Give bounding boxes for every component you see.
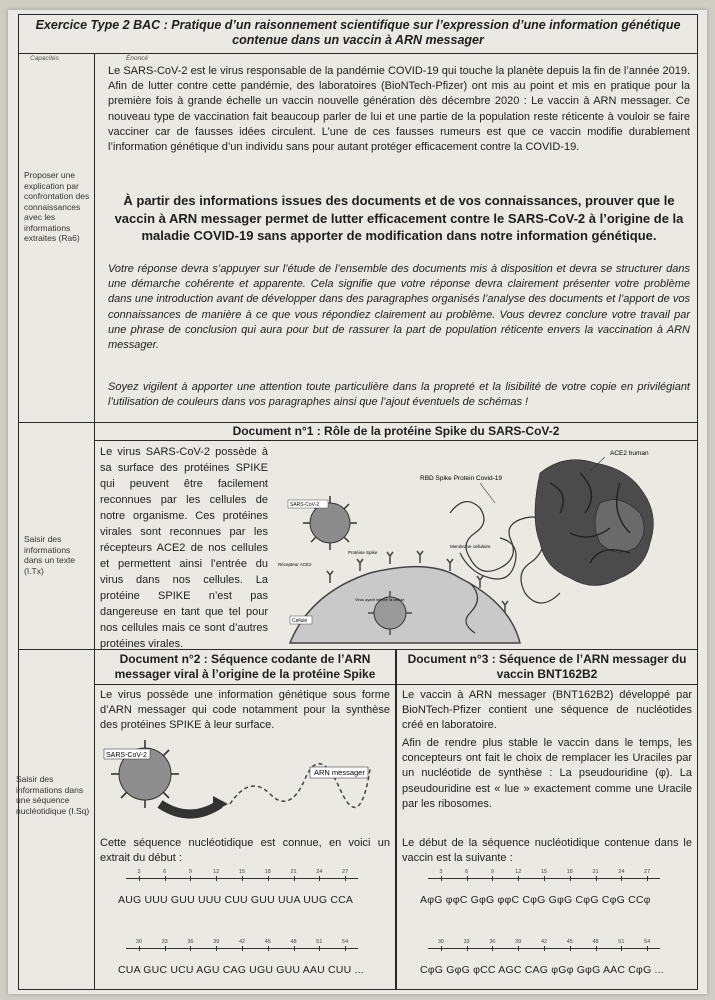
ruler-tick	[518, 876, 519, 881]
doc2-doc3-title-divider	[94, 684, 698, 685]
exam-sheet	[8, 10, 707, 994]
doc2-divider-left	[18, 649, 95, 650]
ruler-tick	[345, 876, 346, 881]
doc3-ruler2	[428, 940, 660, 952]
capacity-isq: Saisir des informations dans une séquence nucléotidique (I.Sq)	[16, 774, 90, 816]
ruler-number: 6	[465, 869, 469, 875]
ruler-number: 21	[592, 869, 599, 875]
ruler-tick	[139, 876, 140, 881]
ruler-number: 33	[463, 939, 470, 945]
ruler-number: 18	[264, 869, 271, 875]
ruler-number: 24	[618, 869, 625, 875]
doc3-seq2: CφG GφG φCC AGC CAG φGφ GφG AAC CφG ...	[420, 964, 664, 976]
ruler-number: 39	[213, 939, 220, 945]
doc1-title: Document n°1 : Rôle de la protéine Spike du SARS-CoV-2	[232, 424, 560, 438]
intro-paragraph: Le SARS-CoV-2 est le virus responsable de la pandémie COVID-19 qui touche la planète depuis la fin de l’année 2019. Afin de lutter contre cette pandémie, des laboratoires (BioNTech-Pfizer) ont mis au point et mis en pratique pour la première fois à grande échelle un vaccin nouvelle génération dès décembre 2020 : Le vaccin à ARN messager. Ce nouveau type de vaccination fait beaucoup parler de lui et une partie de la population reste réticente à vouloir se faire vacciner car de fausses idées circulent. L’une de ces fausses rumeurs est que ce vaccin modifie durablement l’information génétique d’un individu sans pour autant protéger efficacement contre la COVID-19.	[108, 65, 690, 154]
doc1-text: Le virus SARS-CoV-2 possède à sa surface des protéines SPIKE qui peuvent être facilement reconnues par les cellules de notre organisme. Ces protéines virales sont reconnues par les récepteurs ACE2 de nos cellules et permettent ainsi l’entrée du virus dans nos cellules. La protéine SPIKE n’est pas dangereuse en tant que tel pour nos cellules mais ce sont d’autres protéines virales.	[100, 446, 268, 650]
fig-sars-label: SARS-CoV-2	[290, 502, 320, 508]
fig-cell-label: Cellule	[292, 618, 308, 624]
ruler-tick	[544, 946, 545, 951]
spike-ace2-figure	[270, 443, 696, 649]
ruler-number: 36	[489, 939, 496, 945]
ruler-number: 42	[540, 939, 548, 945]
doc2-title: Document n°2 : Séquence codante de l’ARN messager viral à l’origine de la protéine Spike	[114, 652, 376, 681]
ruler-number: 30	[135, 939, 142, 945]
ruler-number: 48	[592, 939, 599, 945]
viral-rna-figure	[100, 734, 390, 826]
ruler-tick	[165, 876, 166, 881]
ruler-tick	[294, 946, 295, 951]
ruler-number: 6	[163, 869, 167, 875]
ruler-tick	[570, 946, 571, 951]
ruler-number: 27	[342, 869, 349, 875]
doc2-seq-intro: Cette séquence nucléotidique est connue, en voici un extrait du début :	[100, 837, 390, 865]
fig-arn-label: ARN messager	[314, 768, 365, 777]
ruler-number: 3	[137, 869, 141, 875]
ruler-tick	[268, 876, 269, 881]
main-question: À partir des informations issues des documents et de vos connaissances, prouver que le vaccin à ARN messager permet de lutter efficacement contre le SARS-CoV-2 à l’origine de la maladie COVID-19 sans apporter de modification dans notre information génétique.	[114, 193, 684, 243]
ruler-tick	[319, 946, 320, 951]
ruler-tick	[621, 876, 622, 881]
ruler-number: 39	[515, 939, 522, 945]
ruler-tick	[139, 946, 140, 951]
doc2-seq1: AUG UUU GUU UUU CUU GUU UUA UUG CCA	[118, 894, 354, 906]
exercise-title: Exercice Type 2 BAC : Pratique d’un raisonnement scientifique sur l’expression d’une information génétique contenue dans un vaccin à ARN messager	[35, 18, 681, 47]
ruler-tick	[441, 876, 442, 881]
doc3-text1: Le vaccin à ARN messager (BNT162B2) développé par BioNTech-Pfizer contient une séquence de nucléotides créé en laboratoire.	[402, 689, 692, 732]
ruler-number: 54	[342, 939, 349, 945]
ruler-tick	[621, 946, 622, 951]
ruler-tick	[268, 946, 269, 951]
ruler-number: 15	[238, 869, 246, 875]
instructions: Votre réponse devra s’appuyer sur l’étude de l’ensemble des documents mis à disposition et devra se structurer dans une démarche cohérente et apparente. Cela signifie que votre réponse devra clairement présenter votre problème dans une introduction avant de développer dans des paragraphes organisés l’analyse des documents et l’apport de vos connaissances de manière à ce que vous répondiez clairement au problème. Vous devrez conclure votre travail par une phrase de conclusion qui aura pour but de rassurer la part de population réticente envers la vaccination à ARN messager.	[108, 263, 690, 352]
ruler-number: 42	[238, 939, 246, 945]
fig-rbd-label: RBD Spike Protein Covid-19	[420, 475, 503, 482]
ruler-number: 21	[290, 869, 297, 875]
ruler-number: 33	[161, 939, 168, 945]
ruler-tick	[544, 876, 545, 881]
enonce-column-label: Énoncé	[126, 55, 149, 62]
ruler-tick	[165, 946, 166, 951]
doc2-ruler2	[126, 940, 358, 952]
fig-ace2-human-label: ACE2 human	[610, 450, 649, 457]
doc3-title: Document n°3 : Séquence de l’ARN messager du vaccin BNT162B2	[407, 652, 687, 681]
ruler-number: 18	[566, 869, 573, 875]
doc3-text2: Afin de rendre plus stable le vaccin dans le temps, les concepteurs ont fait le choix de remplacer les Uraciles par un nucléotide de synthèse : La pseudouridine (φ). La pseudouridine est « lue » exactement comme une Uracile par les ribosomes.	[402, 737, 692, 810]
ruler-number: 30	[437, 939, 444, 945]
vigilance-note: Soyez vigilent à apporter une attention toute particulière dans la propreté et la lisibilité de votre copie en privilégiant l’utilisation de couleurs dans vos paragraphes ainsi que l’ajout éventuels de schémas !	[108, 381, 690, 409]
ruler-tick	[467, 946, 468, 951]
ruler-tick	[467, 876, 468, 881]
ruler-number: 48	[290, 939, 297, 945]
ruler-tick	[242, 946, 243, 951]
ruler-tick	[216, 946, 217, 951]
ruler-number: 15	[540, 869, 548, 875]
ruler-number: 45	[264, 939, 271, 945]
ruler-number: 24	[316, 869, 323, 875]
ruler-tick	[190, 946, 191, 951]
ruler-number: 27	[644, 869, 651, 875]
fig-membrane-label: Membrane cellulaire	[450, 544, 491, 549]
ruler-tick	[647, 946, 648, 951]
ruler-number: 9	[188, 869, 192, 875]
doc1-divider-left	[18, 422, 95, 423]
ruler-number: 12	[515, 869, 522, 875]
capacities-column-label: Capacités	[30, 55, 59, 62]
ruler-number: 9	[490, 869, 494, 875]
doc2-text: Le virus possède une information génétique sous forme d’ARN messager qui code notamment pour la synthèse des protéines SPIKE à leur surface.	[100, 689, 390, 732]
ruler-tick	[596, 946, 597, 951]
doc3-ruler1	[428, 870, 660, 882]
ruler-tick	[492, 946, 493, 951]
ruler-tick	[216, 876, 217, 881]
ruler-number: 3	[439, 869, 443, 875]
fig-ace2-receptor-label: Récepteur ACE2	[278, 562, 312, 567]
doc1-title-divider	[94, 440, 698, 441]
fig-spike-label: Protéine Spike	[348, 550, 378, 555]
capacity-itx: Saisir des informations dans un texte (I.Tx)	[24, 534, 76, 576]
ruler-tick	[492, 876, 493, 881]
ruler-number: 45	[566, 939, 573, 945]
doc2-seq2: CUA GUC UCU AGU CAG UGU GUU AAU CUU ...	[118, 964, 364, 976]
doc3-seq1: AφG φφC GφG φφC CφG GφG CφG CφG CCφ	[420, 894, 651, 906]
doc2-ruler1	[126, 870, 358, 882]
ruler-number: 54	[644, 939, 651, 945]
ruler-tick	[319, 876, 320, 881]
ruler-tick	[647, 876, 648, 881]
ruler-tick	[596, 876, 597, 881]
ruler-number: 51	[316, 939, 323, 945]
ruler-tick	[242, 876, 243, 881]
doc3-seq-intro: Le début de la séquence nucléotidique contenue dans le vaccin est la suivante :	[402, 837, 692, 865]
ruler-tick	[345, 946, 346, 951]
capacity-ra6: Proposer une explication par confrontation des connaissances avec les informations extraites (Ra6)	[24, 170, 90, 243]
ruler-tick	[294, 876, 295, 881]
ruler-tick	[190, 876, 191, 881]
ruler-number: 36	[187, 939, 194, 945]
ruler-number: 12	[213, 869, 220, 875]
ruler-number: 51	[618, 939, 625, 945]
fig-virus-entry-label: Virus ayant infecté la cellule	[355, 597, 405, 602]
title-divider	[18, 53, 698, 54]
ruler-tick	[570, 876, 571, 881]
ruler-tick	[441, 946, 442, 951]
ruler-tick	[518, 946, 519, 951]
fig-sars-label-2: SARS-CoV-2	[106, 752, 147, 759]
